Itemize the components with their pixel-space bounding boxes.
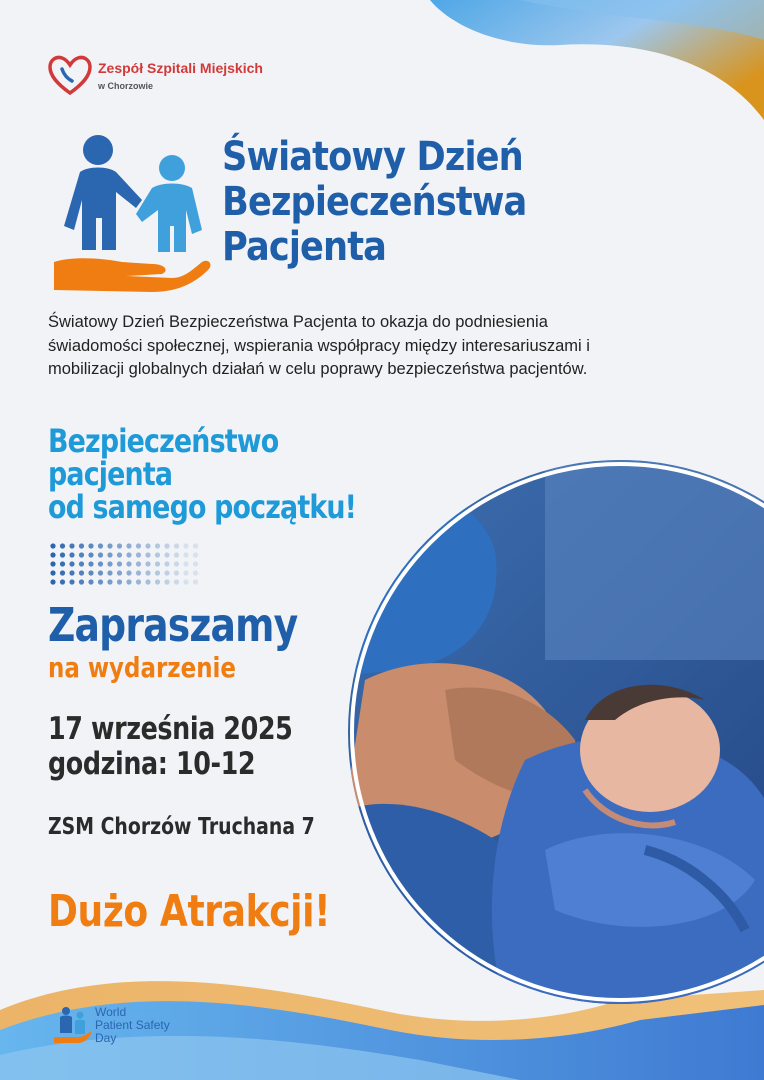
pattern-dot (69, 543, 74, 548)
pattern-dot (69, 552, 74, 557)
pattern-dot (98, 561, 103, 566)
pattern-dot (60, 570, 65, 575)
pattern-dot (117, 570, 122, 575)
slogan (48, 422, 384, 526)
pattern-dot (155, 570, 160, 575)
event-date: 17 września 2025 (48, 711, 293, 747)
invitation-heading: Zapraszamy (48, 598, 298, 652)
pattern-dot (145, 579, 150, 584)
title-line: Światowy Dzień (222, 134, 523, 180)
attractions-highlight: Dużo Atrakcji! (48, 886, 331, 937)
pattern-dot (136, 543, 141, 548)
caring-people-hand-icon (52, 130, 212, 295)
pattern-dot (117, 561, 122, 566)
event-location: ZSM Chorzów Truchana 7 (48, 814, 315, 840)
pattern-dot (126, 579, 131, 584)
pattern-dot (60, 579, 65, 584)
pattern-dot (50, 561, 55, 566)
pattern-dot (193, 543, 198, 548)
pattern-dot (164, 570, 169, 575)
pattern-dot (193, 570, 198, 575)
pattern-dot (79, 561, 84, 566)
title-line: Bezpieczeństwa (222, 179, 527, 225)
pattern-dot (50, 552, 55, 557)
pattern-dot (183, 579, 188, 584)
newborn-photo (345, 460, 764, 1005)
intro-text (48, 311, 728, 382)
heart-logo-icon (48, 55, 92, 95)
pattern-dot (79, 543, 84, 548)
pattern-dot (174, 552, 179, 557)
pattern-dot (98, 552, 103, 557)
dot-pattern (50, 543, 210, 591)
wpsd-line: World (95, 1005, 127, 1019)
pattern-dot (126, 561, 131, 566)
pattern-dot (193, 561, 198, 566)
patient-safety-icon (54, 1005, 92, 1045)
pattern-dot (193, 579, 198, 584)
intro-line: Światowy Dzień Bezpieczeństwa Pacjenta to okazja do podniesienia (48, 313, 548, 331)
pattern-dot (107, 579, 112, 584)
pattern-dot (155, 579, 160, 584)
pattern-dot (69, 570, 74, 575)
pattern-dot (117, 552, 122, 557)
pattern-dot (60, 543, 65, 548)
pattern-dot (98, 570, 103, 575)
pattern-dot (107, 561, 112, 566)
title-line: Pacjenta (222, 224, 387, 270)
pattern-dot (79, 579, 84, 584)
pattern-dot (145, 561, 150, 566)
event-time: godzina: 10-12 (48, 746, 256, 782)
slogan-line: Bezpieczeństwo (48, 422, 279, 460)
pattern-dot (88, 552, 93, 557)
pattern-dot (69, 579, 74, 584)
pattern-dot (183, 570, 188, 575)
pattern-dot (107, 570, 112, 575)
pattern-dot (193, 552, 198, 557)
pattern-dot (174, 543, 179, 548)
pattern-dot (136, 552, 141, 557)
wpsd-line: Day (95, 1031, 117, 1045)
pattern-dot (145, 552, 150, 557)
invitation-subheading: na wydarzenie (48, 651, 236, 684)
pattern-dot (79, 570, 84, 575)
pattern-dot (183, 543, 188, 548)
pattern-dot (183, 561, 188, 566)
pattern-dot (136, 561, 141, 566)
pattern-dot (50, 543, 55, 548)
pattern-dot (50, 570, 55, 575)
pattern-dot (88, 570, 93, 575)
pattern-dot (88, 543, 93, 548)
page-title (222, 135, 526, 270)
pattern-dot (155, 561, 160, 566)
pattern-dot (88, 579, 93, 584)
pattern-dot (164, 579, 169, 584)
pattern-dot (145, 570, 150, 575)
pattern-dot (107, 543, 112, 548)
pattern-dot (164, 552, 169, 557)
pattern-dot (98, 579, 103, 584)
pattern-dot (117, 543, 122, 548)
slogan-line: od samego początku! (48, 488, 357, 526)
pattern-dot (60, 561, 65, 566)
pattern-dot (136, 570, 141, 575)
pattern-dot (136, 579, 141, 584)
pattern-dot (126, 552, 131, 557)
pattern-dot (98, 543, 103, 548)
pattern-dot (155, 543, 160, 548)
pattern-dot (183, 552, 188, 557)
pattern-dot (174, 570, 179, 575)
pattern-dot (174, 579, 179, 584)
intro-line: świadomości społecznej, wspierania współpracy między interesariuszami i (48, 336, 590, 355)
pattern-dot (60, 552, 65, 557)
pattern-dot (126, 570, 131, 575)
pattern-dot (164, 543, 169, 548)
intro-line: mobilizacji globalnych działań w celu poprawy bezpieczeństwa pacjentów. (48, 360, 588, 378)
organization-name: Zespół Szpitali Miejskich (98, 60, 263, 76)
pattern-dot (107, 552, 112, 557)
pattern-dot (145, 543, 150, 548)
pattern-dot (126, 543, 131, 548)
pattern-dot (79, 552, 84, 557)
pattern-dot (50, 579, 55, 584)
pattern-dot (155, 552, 160, 557)
wpsd-line: Patient Safety (95, 1018, 170, 1032)
pattern-dot (164, 561, 169, 566)
pattern-dot (88, 561, 93, 566)
organization-location: w Chorzowie (98, 81, 154, 91)
pattern-dot (69, 561, 74, 566)
world-patient-safety-day-logo-text (95, 1006, 170, 1045)
pattern-dot (174, 561, 179, 566)
pattern-dot (117, 579, 122, 584)
slogan-line: pacjenta (48, 455, 173, 493)
